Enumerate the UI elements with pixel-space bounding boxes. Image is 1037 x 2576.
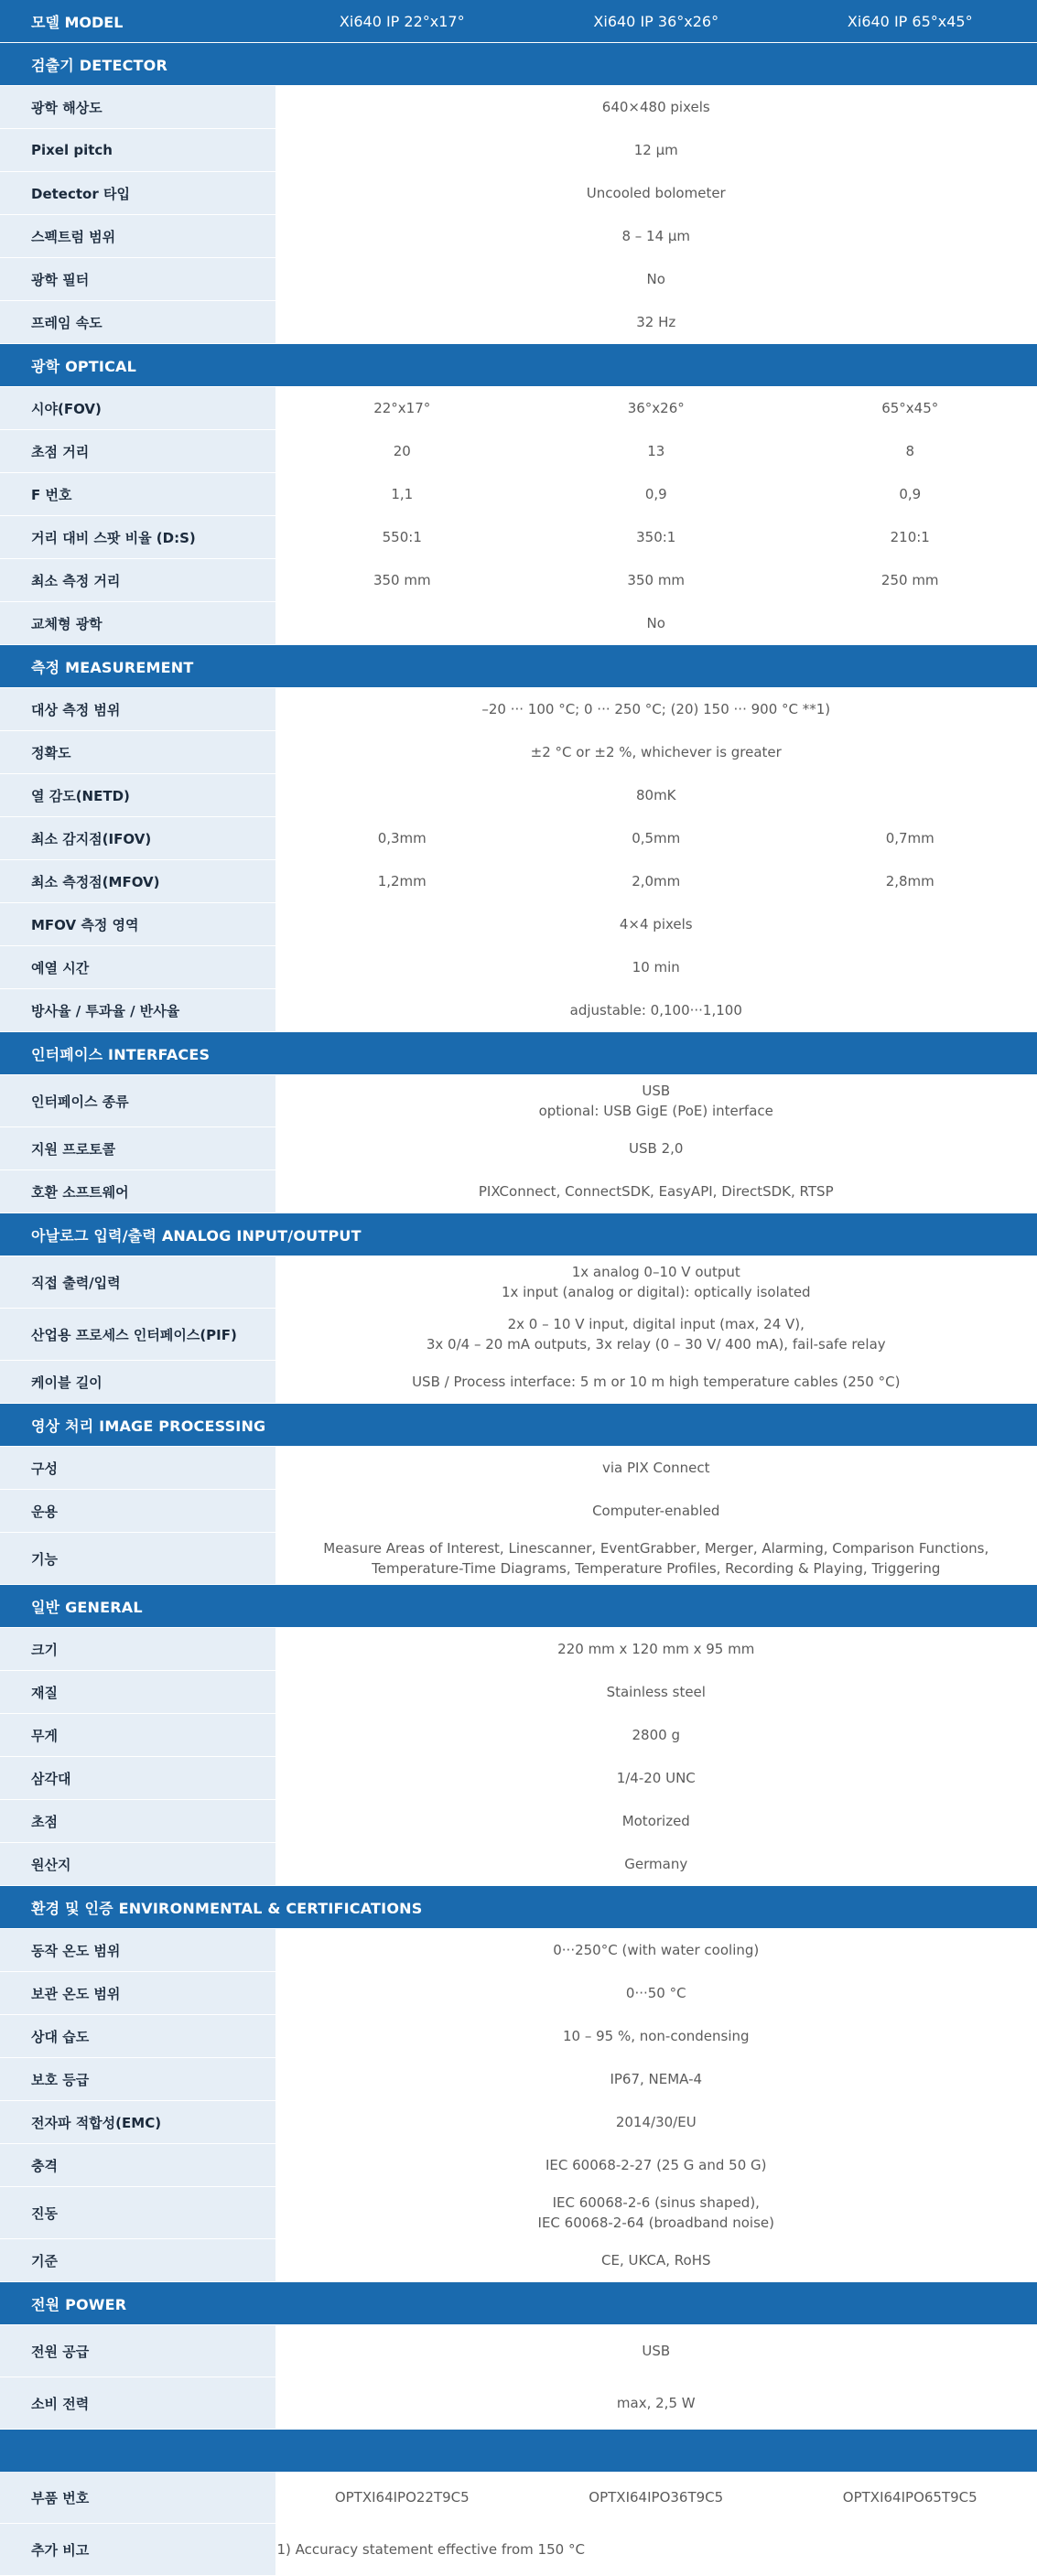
part-number: OPTXI64IPO36T9C5 xyxy=(529,2472,783,2524)
spec-value: No xyxy=(275,258,1037,301)
spec-value: Uncooled bolometer xyxy=(275,172,1037,215)
section-title: 아날로그 입력/출력 ANALOG INPUT/OUTPUT xyxy=(0,1213,1037,1256)
spec-value: 10 – 95 %, non-condensing xyxy=(275,2015,1037,2058)
section-header-optical xyxy=(0,344,1037,387)
spec-row xyxy=(0,860,1037,903)
part-number: OPTXI64IPO22T9C5 xyxy=(275,2472,529,2524)
spec-value: adjustable: 0,100···1,100 xyxy=(275,989,1037,1032)
section-title: 측정 MEASUREMENT xyxy=(0,645,1037,688)
spec-value: 2014/30/EU xyxy=(275,2101,1037,2144)
spec-label: 기준 xyxy=(0,2239,275,2282)
spec-label: 부품 번호 xyxy=(0,2472,275,2524)
spec-value: No xyxy=(275,602,1037,645)
section-title: 환경 및 인증 ENVIRONMENTAL & CERTIFICATIONS xyxy=(0,1886,1037,1929)
spec-row xyxy=(0,2101,1037,2144)
spec-label: 직접 출력/입력 xyxy=(0,1256,275,1309)
spec-value: 0,9 xyxy=(783,473,1037,516)
spec-value: IEC 60068-2-27 (25 G and 50 G) xyxy=(275,2144,1037,2187)
spec-label: 진동 xyxy=(0,2187,275,2239)
spec-row xyxy=(0,989,1037,1032)
spec-label: 전원 공급 xyxy=(0,2325,275,2377)
spec-value: 36°x26° xyxy=(529,387,783,430)
spec-value: USB 2,0 xyxy=(275,1127,1037,1170)
spec-value: 4×4 pixels xyxy=(275,903,1037,946)
spec-row xyxy=(0,559,1037,602)
spec-row xyxy=(0,1800,1037,1843)
spec-value xyxy=(275,1533,1037,1585)
spec-label: 전자파 적합성(EMC) xyxy=(0,2101,275,2144)
spec-value-line: 2x 0 – 10 V input, digital input (max, 24 V), xyxy=(507,1316,805,1332)
spec-row xyxy=(0,215,1037,258)
spec-row xyxy=(0,1170,1037,1213)
spec-value: 12 µm xyxy=(275,129,1037,172)
spec-row xyxy=(0,1256,1037,1309)
spec-value: 0,9 xyxy=(529,473,783,516)
spec-value: 80mK xyxy=(275,774,1037,817)
spec-value: 8 – 14 µm xyxy=(275,215,1037,258)
spec-row xyxy=(0,1671,1037,1714)
spec-row xyxy=(0,129,1037,172)
spec-row xyxy=(0,1309,1037,1361)
spec-row xyxy=(0,1714,1037,1757)
spec-label: 추가 비고 xyxy=(0,2524,275,2576)
spec-row xyxy=(0,1929,1037,1972)
spec-value: 65°x45° xyxy=(783,387,1037,430)
spec-value-line: 1x analog 0–10 V output xyxy=(571,1264,740,1280)
spec-value: USB / Process interface: 5 m or 10 m high temperature cables (250 °C) xyxy=(275,1361,1037,1404)
spec-label: 대상 측정 범위 xyxy=(0,688,275,731)
spec-value: 250 mm xyxy=(783,559,1037,602)
spec-label: 시야(FOV) xyxy=(0,387,275,430)
spec-value-line: IEC 60068-2-6 (sinus shaped), xyxy=(552,2194,760,2211)
spec-label: 광학 해상도 xyxy=(0,86,275,129)
spec-label: 예열 시간 xyxy=(0,946,275,989)
spec-value: ±2 °C or ±2 %, whichever is greater xyxy=(275,731,1037,774)
spec-value: 0,3mm xyxy=(275,817,529,860)
section-header-environmental xyxy=(0,1886,1037,1929)
section-header-image-processing xyxy=(0,1404,1037,1447)
spec-row xyxy=(0,731,1037,774)
spec-row xyxy=(0,172,1037,215)
spec-value-line: Measure Areas of Interest, Linescanner, EventGrabber, Merger, Alarming, Comparison Functions, xyxy=(323,1540,989,1557)
spec-row xyxy=(0,430,1037,473)
spec-label: 상대 습도 xyxy=(0,2015,275,2058)
spec-value: Stainless steel xyxy=(275,1671,1037,1714)
spec-value xyxy=(275,2187,1037,2239)
spec-value: Computer-enabled xyxy=(275,1490,1037,1533)
spec-row xyxy=(0,2325,1037,2377)
spec-label: 방사율 / 투과율 / 반사율 xyxy=(0,989,275,1032)
spec-value-line: optional: USB GigE (PoE) interface xyxy=(538,1103,773,1119)
spec-value xyxy=(275,1075,1037,1127)
section-header-interfaces xyxy=(0,1032,1037,1075)
spec-row xyxy=(0,1361,1037,1404)
spec-label: 동작 온도 범위 xyxy=(0,1929,275,1972)
section-title: 검출기 DETECTOR xyxy=(0,43,1037,86)
spec-row xyxy=(0,946,1037,989)
spec-value: 350:1 xyxy=(529,516,783,559)
spec-row xyxy=(0,258,1037,301)
spec-value: 1/4-20 UNC xyxy=(275,1757,1037,1800)
spec-label: 재질 xyxy=(0,1671,275,1714)
spec-label: 보호 등급 xyxy=(0,2058,275,2101)
section-header-measurement xyxy=(0,645,1037,688)
model-name-22: Xi640 IP 22°x17° xyxy=(275,0,529,43)
spec-row xyxy=(0,1533,1037,1585)
section-title: 영상 처리 IMAGE PROCESSING xyxy=(0,1404,1037,1447)
spec-value: Motorized xyxy=(275,1800,1037,1843)
spec-label: 초점 xyxy=(0,1800,275,1843)
spec-row xyxy=(0,1127,1037,1170)
part-number-row xyxy=(0,2472,1037,2524)
spec-row xyxy=(0,1075,1037,1127)
spec-label: 프레임 속도 xyxy=(0,301,275,344)
spec-value: 350 mm xyxy=(275,559,529,602)
spec-label: 운용 xyxy=(0,1490,275,1533)
model-name-65: Xi640 IP 65°x45° xyxy=(783,0,1037,43)
spec-row xyxy=(0,2015,1037,2058)
spec-row xyxy=(0,2058,1037,2101)
model-header-label: 모델 MODEL xyxy=(0,0,275,43)
section-header-analog xyxy=(0,1213,1037,1256)
spec-row xyxy=(0,2187,1037,2239)
spec-value: USB xyxy=(275,2325,1037,2377)
spec-row xyxy=(0,688,1037,731)
spec-label: MFOV 측정 영역 xyxy=(0,903,275,946)
spec-value: 1,2mm xyxy=(275,860,529,903)
spec-value: 640×480 pixels xyxy=(275,86,1037,129)
model-header-row xyxy=(0,0,1037,43)
spec-row xyxy=(0,817,1037,860)
spec-label: 기능 xyxy=(0,1533,275,1585)
spec-row xyxy=(0,1490,1037,1533)
spec-label: 정확도 xyxy=(0,731,275,774)
spec-row xyxy=(0,1972,1037,2015)
spec-value: IP67, NEMA-4 xyxy=(275,2058,1037,2101)
spec-row xyxy=(0,774,1037,817)
spec-value: 22°x17° xyxy=(275,387,529,430)
spec-value xyxy=(275,1309,1037,1361)
spec-row xyxy=(0,516,1037,559)
spec-value: 0,5mm xyxy=(529,817,783,860)
spec-value: 2,8mm xyxy=(783,860,1037,903)
footnote-text: 1) Accuracy statement effective from 150 °C xyxy=(275,2524,1037,2576)
section-title: 인터페이스 INTERFACES xyxy=(0,1032,1037,1075)
spec-value: PIXConnect, ConnectSDK, EasyAPI, DirectSDK, RTSP xyxy=(275,1170,1037,1213)
spec-value: 210:1 xyxy=(783,516,1037,559)
section-header-general xyxy=(0,1585,1037,1628)
spec-row xyxy=(0,1447,1037,1490)
spec-row xyxy=(0,2377,1037,2430)
spec-row xyxy=(0,1757,1037,1800)
section-header-power xyxy=(0,2282,1037,2325)
spec-row xyxy=(0,86,1037,129)
spec-value-line: 3x 0/4 – 20 mA outputs, 3x relay (0 – 30 V/ 400 mA), fail-safe relay xyxy=(426,1336,886,1353)
spec-value: 8 xyxy=(783,430,1037,473)
spec-value: 1,1 xyxy=(275,473,529,516)
spec-value: 10 min xyxy=(275,946,1037,989)
section-title: 일반 GENERAL xyxy=(0,1585,1037,1628)
spec-row xyxy=(0,473,1037,516)
spec-value: Germany xyxy=(275,1843,1037,1886)
section-title: 광학 OPTICAL xyxy=(0,344,1037,387)
spec-label: 충격 xyxy=(0,2144,275,2187)
spec-label: 산업용 프로세스 인터페이스(PIF) xyxy=(0,1309,275,1361)
spec-label: 무게 xyxy=(0,1714,275,1757)
spec-row xyxy=(0,602,1037,645)
spec-value-line: USB xyxy=(642,1083,671,1099)
section-title: 전원 POWER xyxy=(0,2282,1037,2325)
spec-label: 구성 xyxy=(0,1447,275,1490)
spec-value: 20 xyxy=(275,430,529,473)
spec-row xyxy=(0,903,1037,946)
spec-label: 호환 소프트웨어 xyxy=(0,1170,275,1213)
spec-row xyxy=(0,1843,1037,1886)
divider-band xyxy=(0,2430,1037,2473)
spec-value: max, 2,5 W xyxy=(275,2377,1037,2430)
spec-label: 초점 거리 xyxy=(0,430,275,473)
spec-label: 최소 측정점(MFOV) xyxy=(0,860,275,903)
spec-value: 32 Hz xyxy=(275,301,1037,344)
spec-label: 소비 전력 xyxy=(0,2377,275,2430)
spec-label: 광학 필터 xyxy=(0,258,275,301)
spec-label: 최소 감지점(IFOV) xyxy=(0,817,275,860)
note-row xyxy=(0,2524,1037,2576)
model-name-36: Xi640 IP 36°x26° xyxy=(529,0,783,43)
spec-label: 보관 온도 범위 xyxy=(0,1972,275,2015)
spec-label: Pixel pitch xyxy=(0,129,275,172)
spec-label: 스펙트럼 범위 xyxy=(0,215,275,258)
spec-label: 인터페이스 종류 xyxy=(0,1075,275,1127)
part-number: OPTXI64IPO65T9C5 xyxy=(783,2472,1037,2524)
spec-label: 최소 측정 거리 xyxy=(0,559,275,602)
spec-label: 크기 xyxy=(0,1628,275,1671)
spec-value-line: Temperature-Time Diagrams, Temperature Profiles, Recording & Playing, Triggering xyxy=(372,1560,941,1577)
spec-label: 원산지 xyxy=(0,1843,275,1886)
spec-label: 삼각대 xyxy=(0,1757,275,1800)
section-divider xyxy=(0,2430,1037,2473)
spec-label: 지원 프로토콜 xyxy=(0,1127,275,1170)
spec-label: 교체형 광학 xyxy=(0,602,275,645)
spec-label: 거리 대비 스팟 비율 (D:S) xyxy=(0,516,275,559)
spec-label: 열 감도(NETD) xyxy=(0,774,275,817)
spec-value: –20 ··· 100 °C; 0 ··· 250 °C; (20) 150 ··· 900 °C **1) xyxy=(275,688,1037,731)
spec-value: via PIX Connect xyxy=(275,1447,1037,1490)
spec-value: 2,0mm xyxy=(529,860,783,903)
section-header-detector xyxy=(0,43,1037,86)
spec-label: F 번호 xyxy=(0,473,275,516)
spec-value: CE, UKCA, RoHS xyxy=(275,2239,1037,2282)
spec-value: 0···50 °C xyxy=(275,1972,1037,2015)
spec-row xyxy=(0,301,1037,344)
spec-value xyxy=(275,1256,1037,1309)
spec-row xyxy=(0,1628,1037,1671)
spec-value: 0···250°C (with water cooling) xyxy=(275,1929,1037,1972)
spec-row xyxy=(0,2239,1037,2282)
spec-value: 13 xyxy=(529,430,783,473)
spec-value: 350 mm xyxy=(529,559,783,602)
spec-value-line: IEC 60068-2-64 (broadband noise) xyxy=(537,2215,774,2231)
spec-row xyxy=(0,2144,1037,2187)
spec-value-line: 1x input (analog or digital): optically isolated xyxy=(501,1284,811,1300)
spec-value: 2800 g xyxy=(275,1714,1037,1757)
spec-value: 0,7mm xyxy=(783,817,1037,860)
spec-value: 220 mm x 120 mm x 95 mm xyxy=(275,1628,1037,1671)
spec-label: 케이블 길이 xyxy=(0,1361,275,1404)
spec-label: Detector 타입 xyxy=(0,172,275,215)
spec-row xyxy=(0,387,1037,430)
spec-value: 550:1 xyxy=(275,516,529,559)
